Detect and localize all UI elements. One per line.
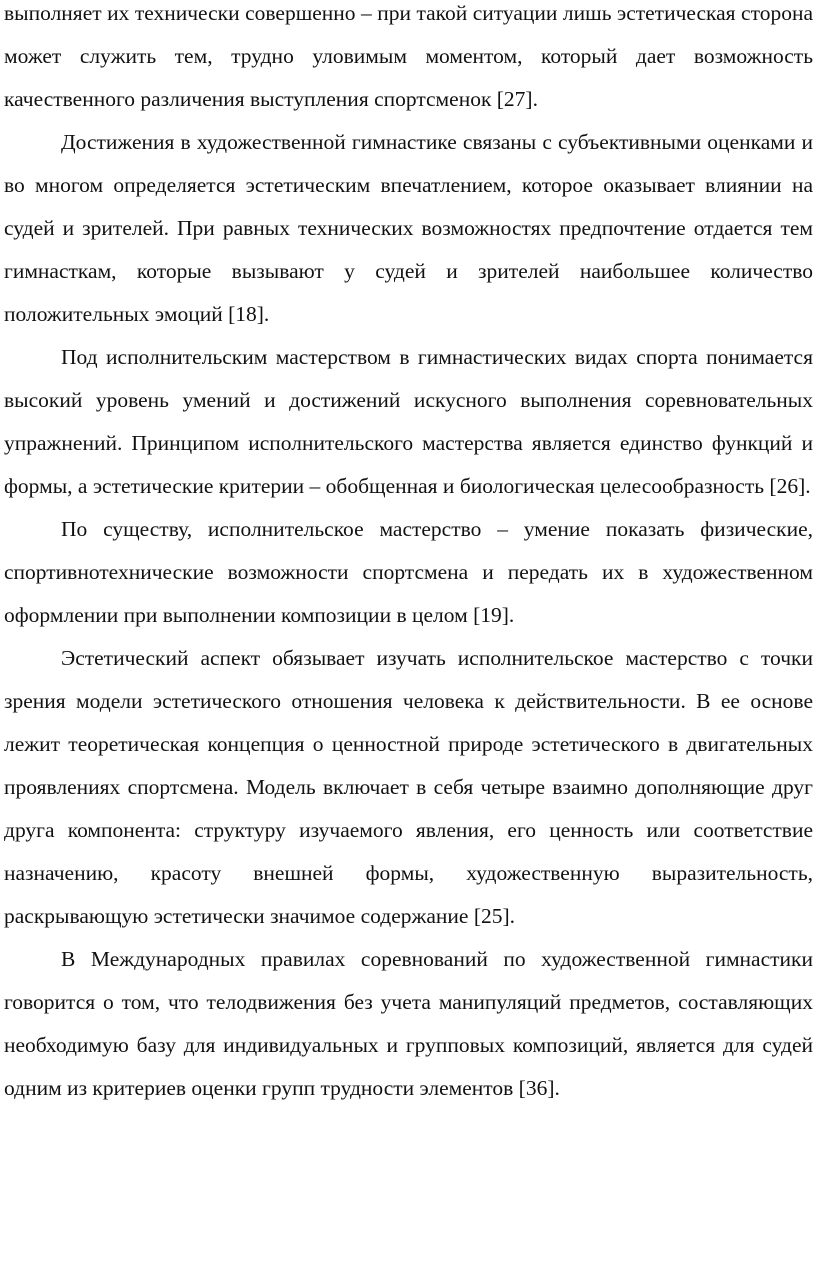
paragraph-aesthetic-aspect: Эстетический аспект обязывает изучать исполнительское мастерство с точки зрения модели эстетического отношения человека к действительности. В ее основе лежит теоретическая концепция о ценностной природе эстетического в двигательных проявлениях спортсмена. Модель включает в себя четыре взаимно дополняющие друг друга компонента: структуру изучаемого явления, его ценность или соответствие назначению, красоту внешней формы, художественную выразительность, раскрывающую эстетически значимое содержание [25]. bbox=[4, 646, 813, 928]
paragraph-achievements: Достижения в художественной гимнастике связаны с субъективными оценками и во многом определяется эстетическим впечатлением, которое оказывает влиянии на судей и зрителей. При равных технических возможностях предпочтение отдается тем гимнасткам, которые вызывают у судей и зрителей наибольшее количество положительных эмоций [18]. bbox=[4, 130, 813, 326]
paragraph-continued: выполняет их технически совершенно – при такой ситуации лишь эстетическая сторона может служить тем, трудно уловимым моментом, который дает возможность качественного различения выступления спортсменок [27]. bbox=[4, 1, 813, 111]
paragraph-performance-mastery: Под исполнительским мастерством в гимнастических видах спорта понимается высокий уровень умений и достижений искусного выполнения соревновательных упражнений. Принципом исполнительского мастерства является единство функций и формы, а эстетические критерии – обобщенная и биологическая целесообразность [26]. bbox=[4, 345, 813, 498]
paragraph-international-rules: В Международных правилах соревнований по художественной гимнастики говорится о том, что телодвижения без учета манипуляций предметов, составляющих необходимую базу для индивидуальных и групповых композиций, является для судей одним из критериев оценки групп трудности элементов [36]. bbox=[4, 947, 813, 1100]
paragraph-essence: По существу, исполнительское мастерство – умение показать физические, спортивнотехнические возможности спортсмена и передать их в художественном оформлении при выполнении композиции в целом [19]. bbox=[4, 517, 813, 627]
